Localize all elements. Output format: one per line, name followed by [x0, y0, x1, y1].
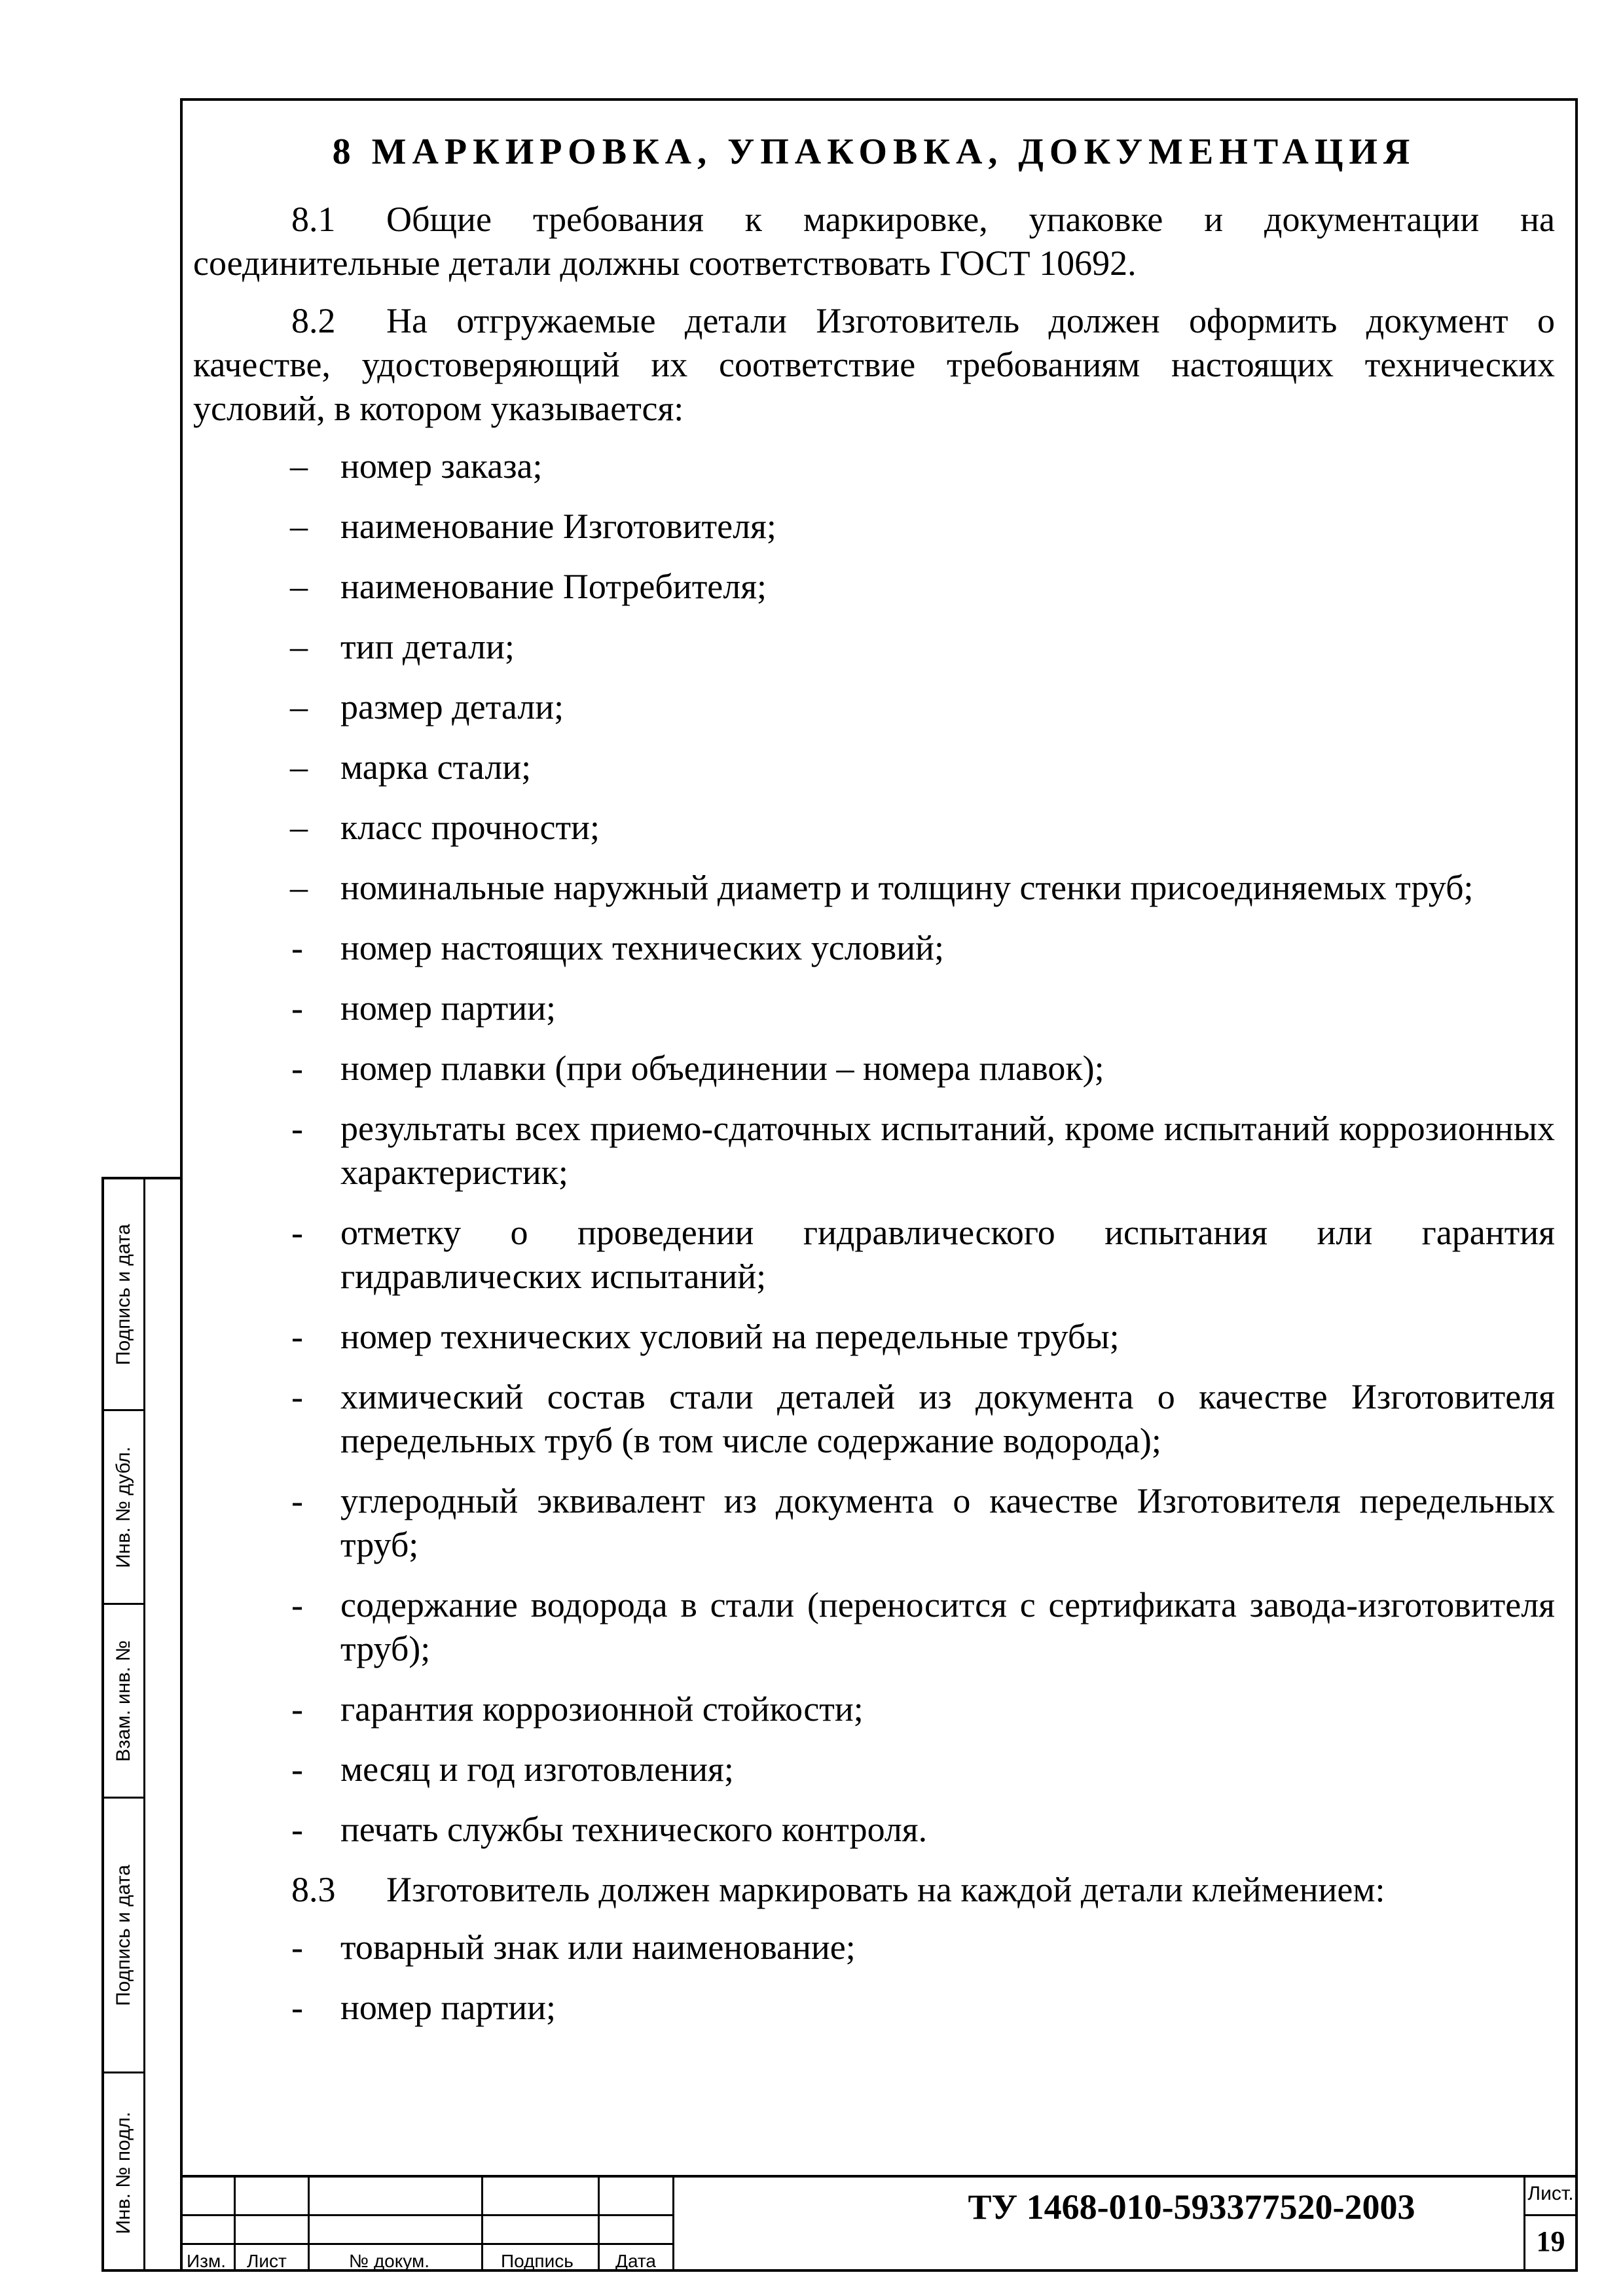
- paragraph-8-2: [193, 299, 1555, 431]
- list-item: [193, 926, 1555, 970]
- list-item-text: номер партии;: [340, 988, 556, 1028]
- paragraph-number: 8.1: [291, 200, 336, 239]
- list-bullet: -: [291, 1317, 303, 1356]
- side-stamp-divider: [143, 1179, 145, 2269]
- list-bullet: –: [290, 567, 308, 606]
- quality-document-list: [193, 444, 1555, 1852]
- list-item-text: отметку о проведении гидравлического испытания или гарантия гидравлических испытаний;: [340, 1213, 1555, 1296]
- paragraph-8-3: [193, 1868, 1555, 1912]
- list-item-text: химический состав стали деталей из документа о качестве Изготовителя передельных труб (в том числе содержание водорода);: [340, 1377, 1555, 1460]
- list-bullet: -: [291, 1481, 303, 1520]
- list-item: [193, 1687, 1555, 1731]
- side-cell-duplicate-inventory: Инв. № дубл.: [104, 1411, 143, 1605]
- side-cell-replacement-inventory: Взам. инв. №: [104, 1605, 143, 1799]
- col-change-label: Изм.: [187, 2251, 226, 2271]
- list-item: [193, 986, 1555, 1030]
- list-item-text: марка стали;: [340, 747, 532, 787]
- list-item-text: номер плавки (при объединении – номера плавок);: [340, 1049, 1104, 1088]
- list-bullet: –: [290, 507, 308, 546]
- side-cell-original-inventory: Инв. № подл.: [113, 2111, 134, 2234]
- list-item: [193, 1107, 1555, 1194]
- paragraph-text: Изготовитель должен маркировать на каждой детали клеймением:: [386, 1870, 1385, 1909]
- col-signature-label: Подпись: [501, 2251, 574, 2271]
- list-item: [193, 685, 1555, 729]
- list-item-text: печать службы технического контроля.: [340, 1810, 928, 1849]
- list-item-text: гарантия коррозионной стойкости;: [340, 1689, 864, 1729]
- list-bullet: -: [291, 1213, 303, 1252]
- paragraph-8-1: [193, 198, 1555, 285]
- list-item-text: класс прочности;: [340, 808, 600, 847]
- list-item: [193, 1986, 1555, 2030]
- list-item-text: номер партии;: [340, 1988, 556, 2027]
- list-item: [193, 625, 1555, 669]
- list-item: [193, 1211, 1555, 1299]
- side-cell-signature-date-1: Подпись и дата: [104, 1179, 143, 1411]
- list-item-text: размер детали;: [340, 687, 564, 726]
- list-item-text: номинальные наружный диаметр и толщину стенки присоединяемых труб;: [340, 868, 1474, 907]
- list-item-text: углеродный эквивалент из документа о качестве Изготовителя передельных труб;: [340, 1481, 1555, 1564]
- list-bullet: -: [291, 1109, 303, 1148]
- col-sheet-label: Лист: [247, 2251, 287, 2271]
- paragraph-number: 8.2: [291, 301, 336, 340]
- list-bullet: –: [290, 808, 308, 847]
- list-bullet: -: [291, 1749, 303, 1789]
- list-item-text: номер технических условий на передельные трубы;: [340, 1317, 1120, 1356]
- list-item-text: тип детали;: [340, 627, 515, 666]
- list-item-text: товарный знак или наименование;: [340, 1928, 856, 1967]
- list-item-text: номер заказа;: [340, 446, 543, 486]
- list-item-text: результаты всех приемо-сдаточных испытаний, кроме испытаний коррозионных характеристик;: [340, 1109, 1555, 1192]
- document-body: [193, 131, 1555, 2046]
- col-date-label: Дата: [615, 2251, 657, 2271]
- document-code: ТУ 1468-010-593377520-2003: [968, 2187, 1415, 2227]
- title-block: [180, 2175, 1578, 2272]
- list-bullet: -: [291, 1928, 303, 1967]
- section-heading: 8 МАРКИРОВКА, УПАКОВКА, ДОКУМЕНТАЦИЯ: [332, 132, 1416, 172]
- list-item-text: номер настоящих технических условий;: [340, 928, 944, 967]
- list-bullet: –: [290, 747, 308, 787]
- list-item: [193, 1315, 1555, 1359]
- list-item: [193, 1583, 1555, 1671]
- col-document-number-label: № докум.: [349, 2251, 430, 2271]
- paragraph-text: Общие требования к маркировке, упаковке и документации на соединительные детали должны соответствовать ГОСТ 10692.: [193, 200, 1555, 283]
- side-stamp: [101, 1177, 180, 2272]
- list-item: [193, 1748, 1555, 1791]
- paragraph-number: 8.3: [291, 1870, 336, 1909]
- list-item: [193, 1375, 1555, 1463]
- list-bullet: –: [290, 687, 308, 726]
- list-bullet: -: [291, 928, 303, 967]
- paragraph-text: На отгружаемые детали Изготовитель должен оформить документ о качестве, удостоверяющий их соответствие требованиям настоящих технических условий, в котором указывается:: [193, 301, 1555, 428]
- list-item: [193, 866, 1555, 910]
- list-item-text: месяц и год изготовления;: [340, 1749, 734, 1789]
- list-item: [193, 1926, 1555, 1969]
- list-bullet: –: [290, 627, 308, 666]
- list-bullet: -: [291, 1049, 303, 1088]
- list-item: [193, 505, 1555, 548]
- list-bullet: –: [290, 868, 308, 907]
- list-bullet: -: [291, 1689, 303, 1729]
- list-item: [193, 565, 1555, 609]
- list-bullet: –: [290, 446, 308, 486]
- list-bullet: -: [291, 988, 303, 1028]
- sheet-number: 19: [1536, 2225, 1565, 2257]
- list-bullet: -: [291, 1810, 303, 1849]
- sheet-label: Лист.: [1527, 2183, 1574, 2204]
- list-bullet: -: [291, 1988, 303, 2027]
- list-item: [193, 444, 1555, 488]
- list-item: [193, 1479, 1555, 1567]
- list-item-text: наименование Изготовителя;: [340, 507, 776, 546]
- list-item: [193, 1808, 1555, 1852]
- list-item: [193, 1047, 1555, 1090]
- list-item-text: наименование Потребителя;: [340, 567, 767, 606]
- list-item: [193, 745, 1555, 789]
- list-bullet: -: [291, 1377, 303, 1416]
- side-cell-signature-date-2: Подпись и дата: [104, 1799, 143, 2073]
- marking-list: [193, 1926, 1555, 2030]
- list-bullet: -: [291, 1585, 303, 1624]
- list-item-text: содержание водорода в стали (переносится с сертификата завода-изготовителя труб);: [340, 1585, 1555, 1668]
- list-item: [193, 806, 1555, 850]
